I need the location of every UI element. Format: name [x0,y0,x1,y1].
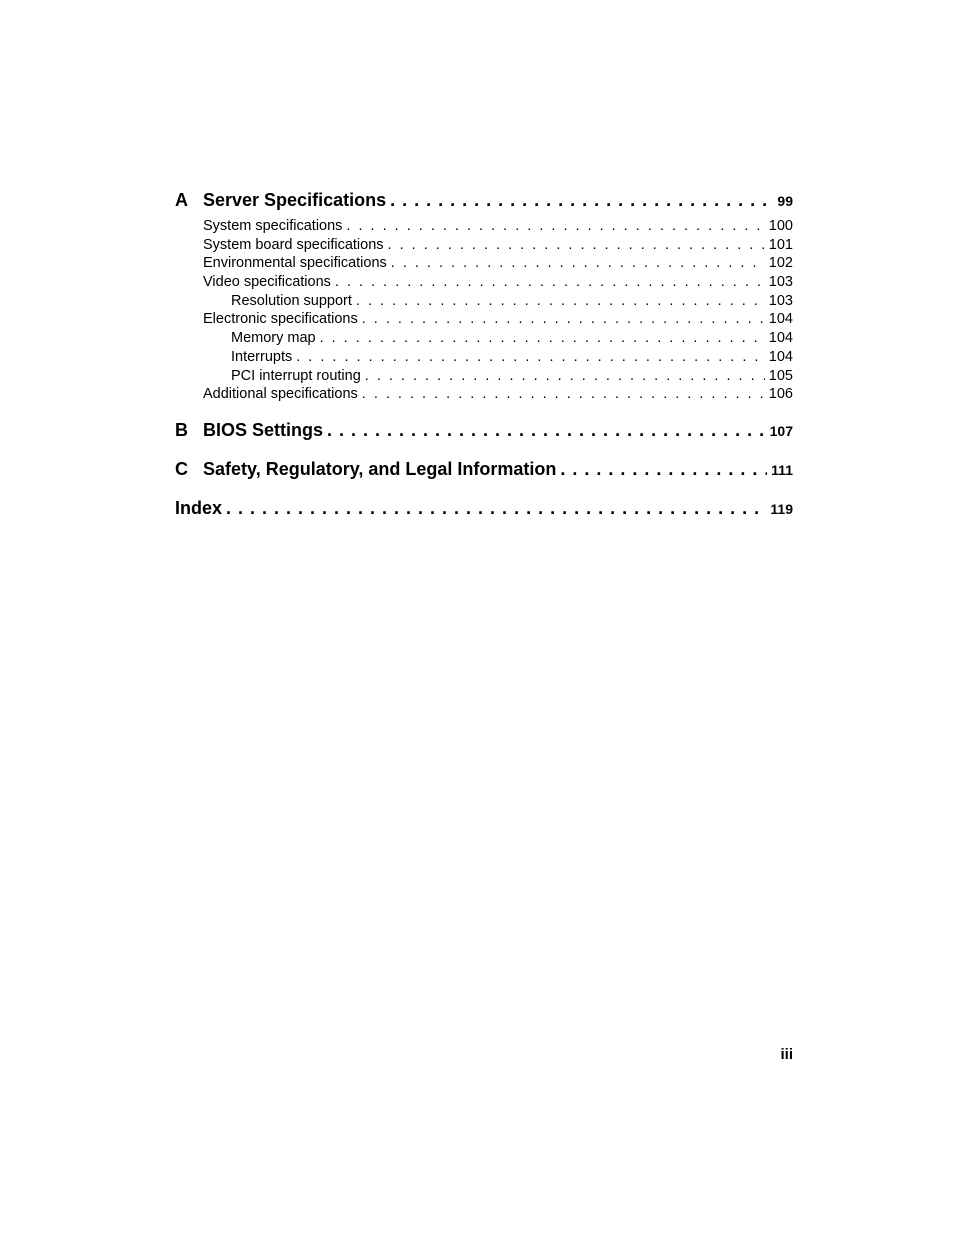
dot-leader [390,190,773,211]
dot-leader [320,330,765,346]
page-number: 100 [768,218,793,234]
entry-label: Electronic specifications [203,311,358,328]
toc-entry[interactable] [175,274,793,293]
page-number: 104 [768,311,793,328]
toc-entry[interactable] [175,386,793,405]
chapter-letter: B [175,419,188,440]
page-number: 106 [768,386,793,403]
chapter-title: Safety, Regulatory, and Legal Information [203,458,557,479]
page-number: 101 [768,236,793,253]
page-number: 103 [768,292,793,309]
toc-entry[interactable] [175,255,793,274]
chapter-letter: A [175,190,188,210]
page-number: 102 [768,255,793,272]
dot-leader [356,293,765,309]
toc-entry[interactable] [175,311,793,330]
dot-leader [391,255,765,271]
page-number: 103 [768,274,793,291]
toc-subentry[interactable] [175,349,793,368]
chapter-letter: C [175,458,188,479]
dot-leader [335,274,765,290]
dot-leader [346,218,764,234]
dot-leader [327,420,766,441]
entry-label: Memory map [231,330,316,347]
dot-leader [226,498,766,519]
dot-leader [362,311,765,327]
page-number: 99 [777,193,793,209]
entry-label: System specifications [203,218,343,234]
folio-page-number: iii [780,1046,793,1063]
toc-chapter-c[interactable] [175,459,793,483]
page-number: 104 [768,330,793,347]
page-number: 107 [769,422,793,439]
toc-subentry[interactable] [175,330,793,349]
toc-entry[interactable] [175,218,793,237]
entry-label: Additional specifications [203,386,358,403]
entry-label: Video specifications [203,274,331,291]
dot-leader [365,368,765,384]
entry-label: Interrupts [231,348,293,365]
entry-label: Environmental specifications [203,255,387,272]
dot-leader [560,459,767,480]
entry-label: PCI interrupt routing [231,367,361,384]
chapter-title: BIOS Settings [203,419,324,440]
chapter-title: Server Specifications [203,190,387,210]
entry-label: Resolution support [231,292,352,309]
toc-index[interactable] [175,498,793,522]
dot-leader [362,386,765,402]
toc-entry[interactable] [175,237,793,256]
dot-leader [296,349,765,365]
page-number: 105 [768,367,793,384]
table-of-contents [175,190,793,522]
toc-chapter-a[interactable] [175,190,793,214]
toc-chapter-b[interactable] [175,420,793,444]
page-number: 104 [768,348,793,365]
page-number: 119 [770,500,793,517]
toc-subentry[interactable] [175,293,793,312]
entry-label: System board specifications [203,236,384,253]
toc-subentry[interactable] [175,368,793,387]
page-number: 111 [771,461,793,478]
dot-leader [388,237,765,253]
chapter-title: Index [175,497,223,518]
